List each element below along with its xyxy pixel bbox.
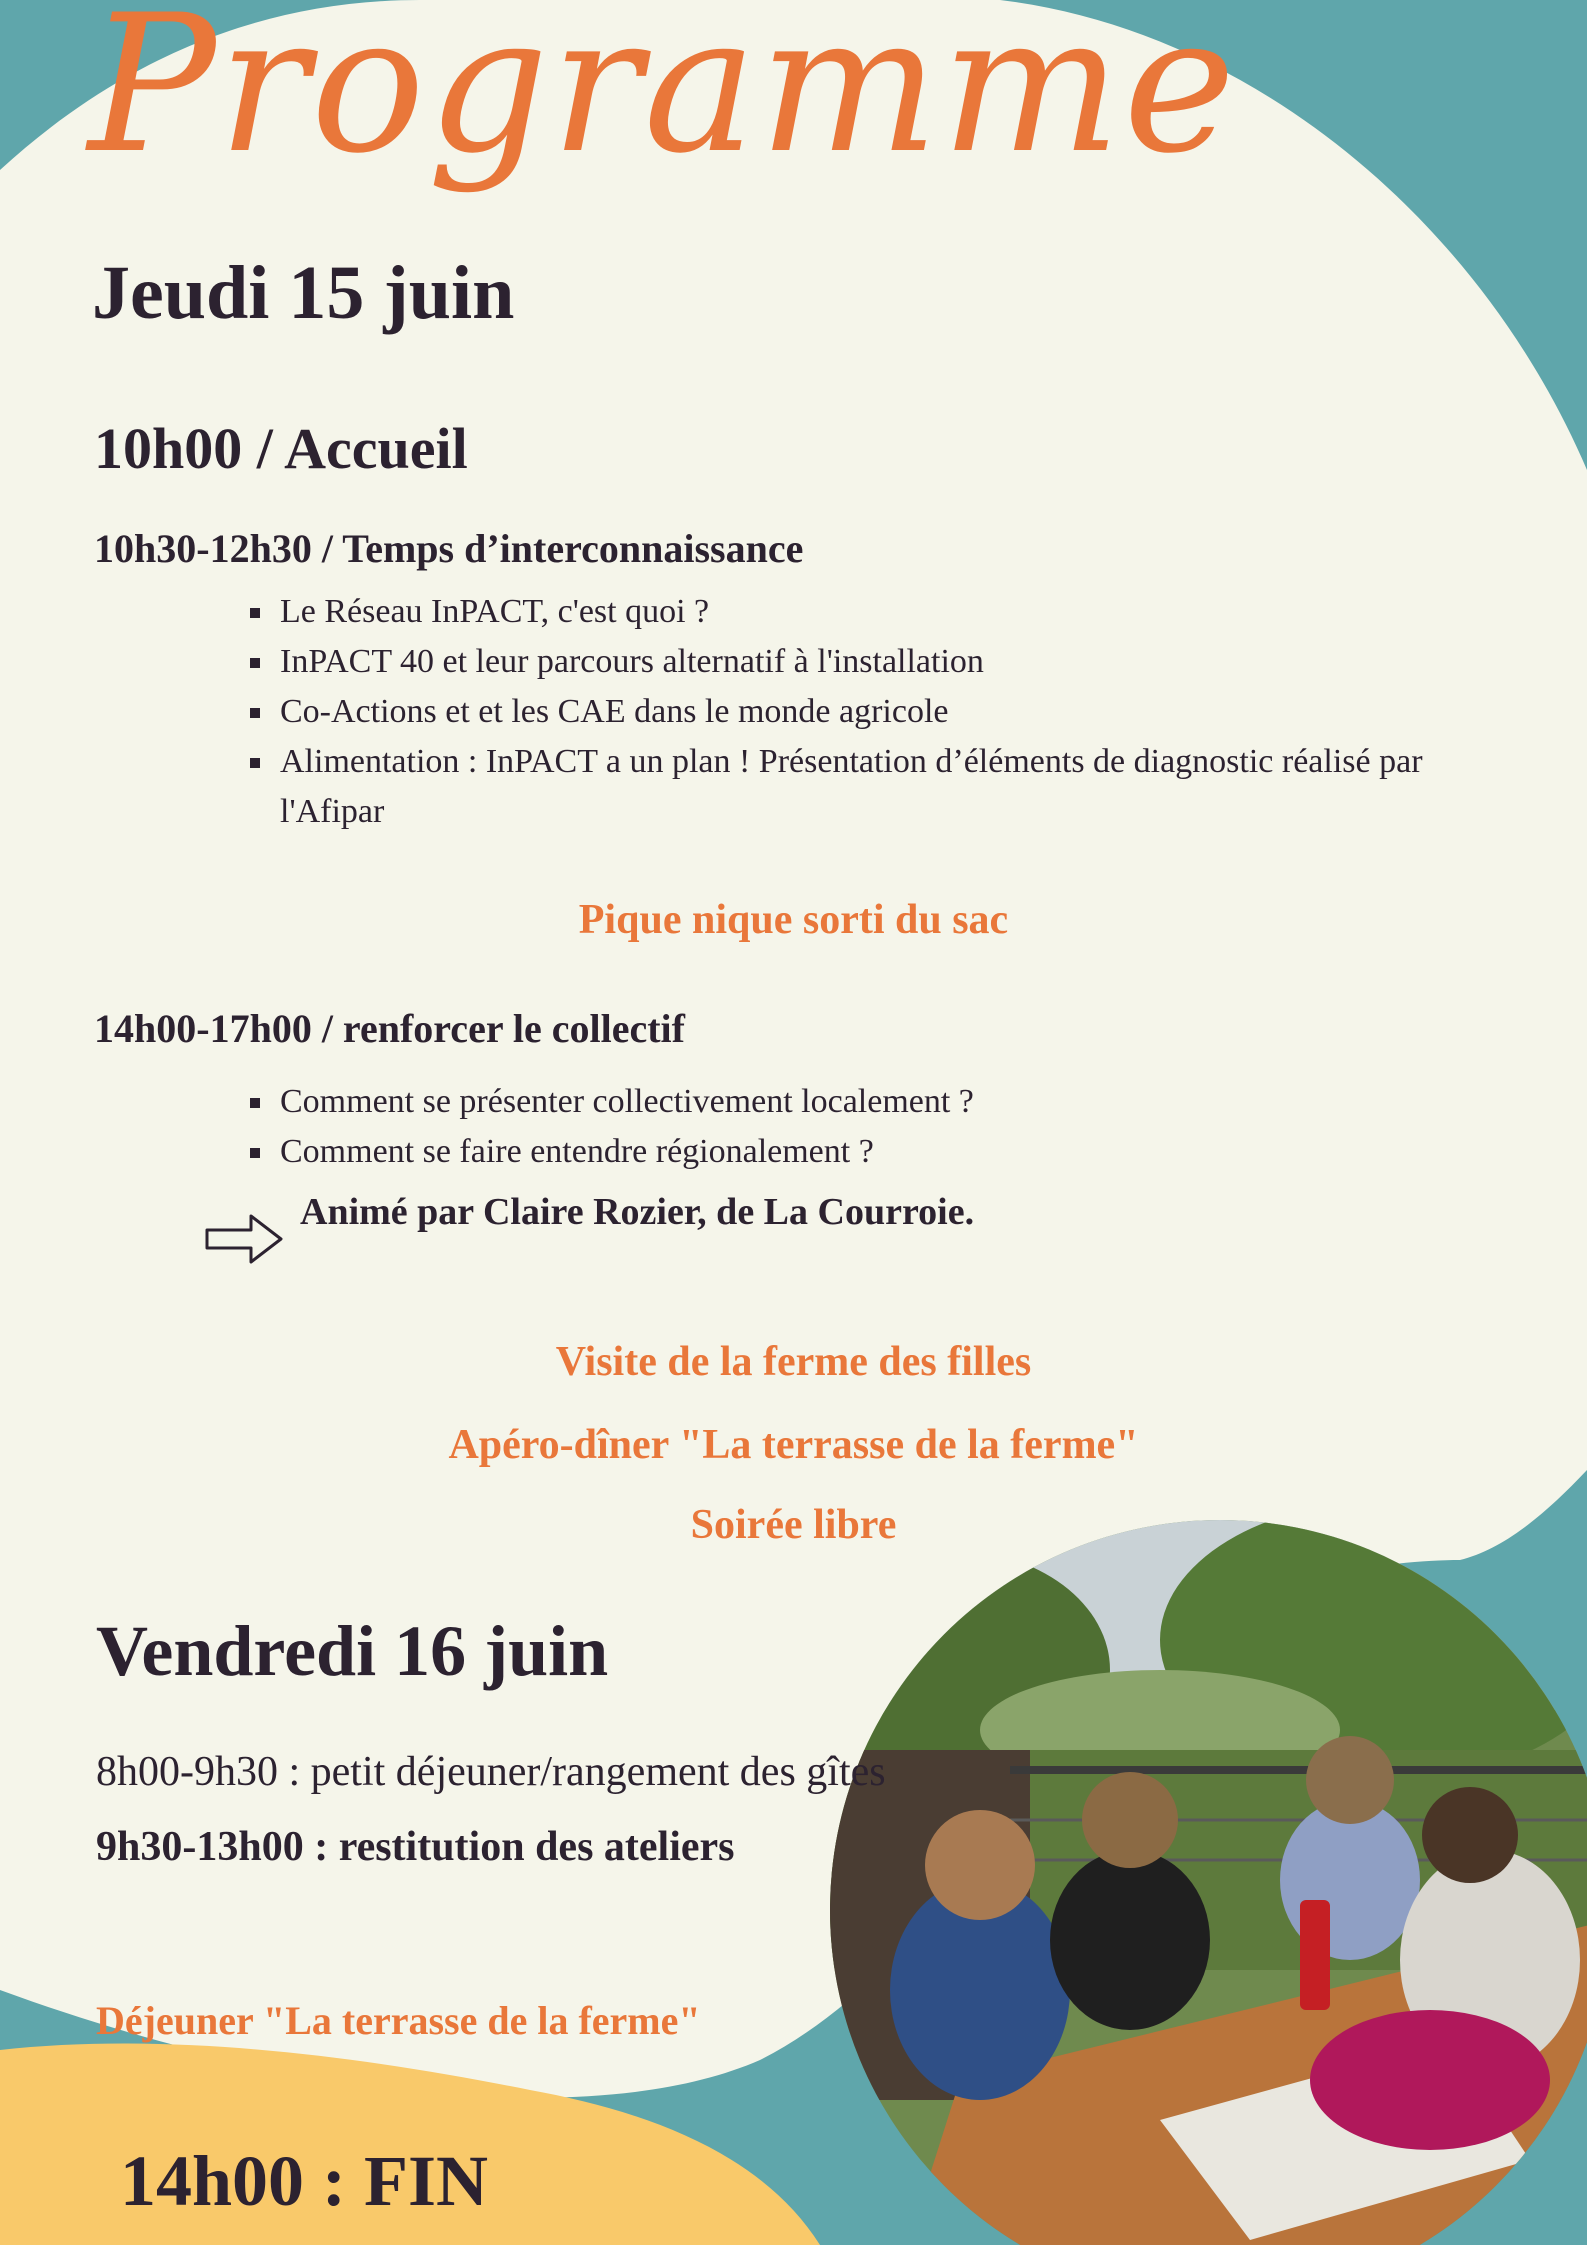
day1-heading: Jeudi 15 juin: [92, 251, 515, 335]
restitution-line: 9h30-13h00 : restitution des ateliers: [96, 1824, 735, 1870]
evening-label: Soirée libre: [690, 1502, 897, 1548]
interconnaissance-heading: 10h30-12h30 / Temps d’interconnaissance: [94, 526, 804, 571]
list-item: Comment se faire entendre régionalement ?: [250, 1127, 1350, 1177]
accueil-heading: 10h00 / Accueil: [94, 416, 468, 481]
animated-by-text: Animé par Claire Rozier, de La Courroie.: [300, 1191, 975, 1233]
list-item: InPACT 40 et leur parcours alternatif à l'installation: [250, 637, 1480, 687]
breakfast-line: 8h00-9h30 : petit déjeuner/rangement des gîtes: [96, 1749, 886, 1795]
day2-heading: Vendredi 16 juin: [96, 1611, 609, 1691]
list-item: Le Réseau InPACT, c'est quoi ?: [250, 587, 1480, 637]
arrow-right-icon: [205, 1212, 283, 1266]
list-item: Comment se présenter collectivement localement ?: [250, 1077, 1350, 1127]
picnic-label: Pique nique sorti du sac: [578, 897, 1009, 943]
visit-label: Visite de la ferme des filles: [555, 1339, 1032, 1385]
apero-label: Apéro-dîner "La terrasse de la ferme": [448, 1422, 1139, 1468]
collectif-list: [250, 1077, 1350, 1177]
day2-lunch-label: Déjeuner "La terrasse de la ferme": [96, 1998, 701, 2043]
interconnaissance-list: [250, 587, 1480, 837]
end-label: 14h00 : FIN: [120, 2141, 489, 2221]
list-item: Alimentation : InPACT a un plan ! Présentation d’éléments de diagnostic réalisé par l'Afipar: [250, 737, 1480, 837]
list-item: Co-Actions et et les CAE dans le monde agricole: [250, 687, 1480, 737]
programme-title: Programme: [88, 0, 1238, 195]
collectif-heading: 14h00-17h00 / renforcer le collectif: [94, 1006, 685, 1051]
